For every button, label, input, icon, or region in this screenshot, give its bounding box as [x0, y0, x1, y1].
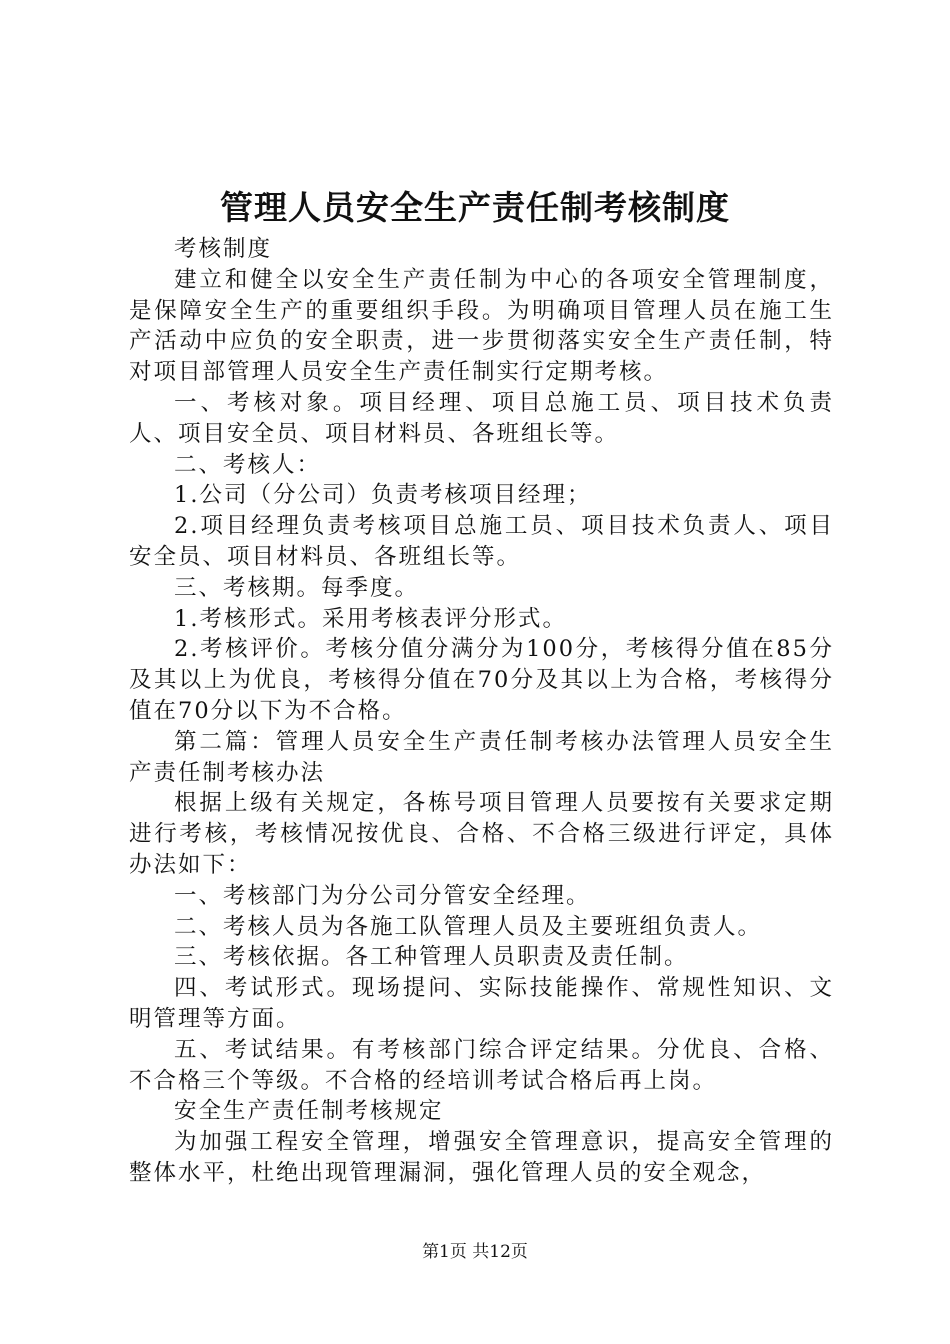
paragraph: 一、考核对象。项目经理、项目总施工员、项目技术负责人、项目安全员、项目材料员、各班组长等。 — [129, 389, 834, 447]
document-body — [129, 234, 834, 1189]
paragraph: 第二篇：管理人员安全生产责任制考核办法管理人员安全生产责任制考核办法 — [129, 728, 834, 786]
paragraph: 二、考核人： — [174, 451, 322, 478]
paragraph: 二、考核人员为各施工队管理人员及主要班组负责人。 — [174, 913, 763, 940]
paragraph: 考核制度 — [174, 236, 273, 262]
paragraph: 四、考试形式。现场提问、实际技能操作、常规性知识、文明管理等方面。 — [129, 975, 834, 1032]
paragraph: 一、考核部门为分公司分管安全经理。 — [174, 882, 591, 909]
paragraph: 1.公司（分公司）负责考核项目经理； — [174, 482, 592, 509]
paragraph: 三、考核期。每季度。 — [174, 574, 420, 601]
paragraph: 三、考核依据。各工种管理人员职责及责任制。 — [174, 944, 689, 971]
paragraph: 2.项目经理负责考核项目总施工员、项目技术负责人、项目安全员、项目材料员、各班组长等。 — [129, 513, 834, 570]
paragraph: 为加强工程安全管理，增强安全管理意识，提高安全管理的整体水平，杜绝出现管理漏洞，强化管理人员的安全观念， — [129, 1129, 834, 1186]
page-footer: 第1页 共12页 — [422, 1242, 528, 1262]
paragraph: 根据上级有关规定，各栋号项目管理人员要按有关要求定期进行考核，考核情况按优良、合格、不合格三级进行评定，具体办法如下： — [129, 790, 834, 878]
paragraph: 2.考核评价。考核分值分满分为100分，考核得分值在85分及其以上为优良，考核得分值在70分及其以上为合格，考核得分值在70分以下为不合格。 — [129, 636, 834, 724]
paragraph: 五、考试结果。有考核部门综合评定结果。分优良、合格、不合格三个等级。不合格的经培训考试合格后再上岗。 — [129, 1036, 834, 1094]
paragraph: 安全生产责任制考核规定 — [174, 1098, 444, 1125]
document-title: 管理人员安全生产责任制考核制度 — [220, 188, 730, 227]
paragraph: 1.考核形式。采用考核表评分形式。 — [174, 605, 567, 632]
paragraph: 建立和健全以安全生产责任制为中心的各项安全管理制度，是保障安全生产的重要组织手段。为明确项目管理人员在施工生产活动中应负的安全职责，进一步贯彻落实安全生产责任制，特对项目部管理人员安全生产责任制实行定期考核。 — [129, 266, 834, 386]
